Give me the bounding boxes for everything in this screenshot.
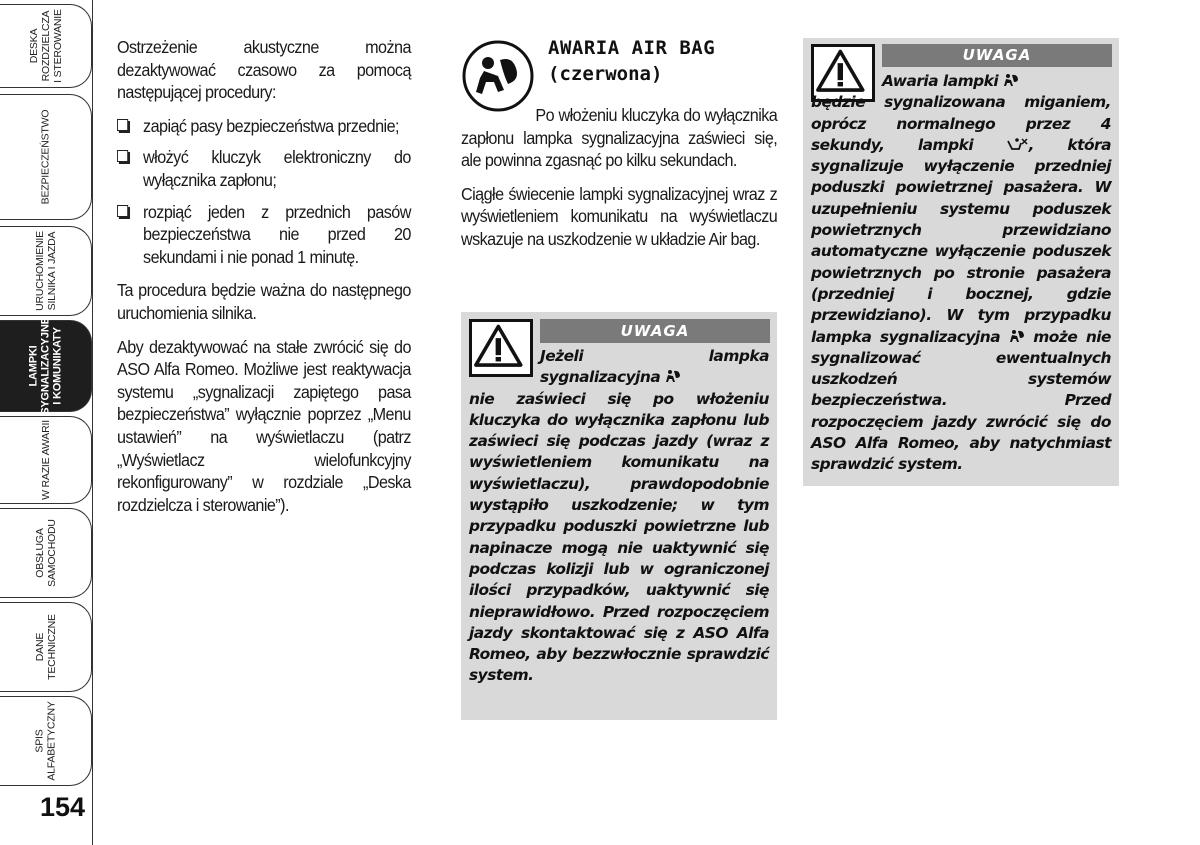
list-item-text: zapiąć pasy bezpieczeństwa przednie; (143, 115, 399, 136)
paragraph: Ciągłe świecenie lampki sygnalizacyjnej wraz z wyświetleniem komunikatu na wyświetlaczu wskazuje na uszkodzenie w układzie Air bag. (461, 183, 778, 249)
tab-label: LAMPKI SYGNALIZACYJNE I KOMUNIKATY (27, 317, 64, 415)
sidebar-divider (92, 0, 93, 845)
tab-bezpieczenstwo[interactable] (0, 94, 92, 220)
tab-label: W RAZIE AWARII (39, 420, 52, 500)
permanent-paragraph: Aby dezaktywować na stałe zwrócić się do ASO Alfa Romeo. Możliwe jest reaktywacja systemu „sygnalizacji zapiętego pasa bezpieczeństwa” wyłącznie poprzez „Menu ustawień” na wyświetlaczu (patrz „Wyświetlacz wielofunkcyjny rekonfigurowany” w rozdziale „Deska rozdzielcza i sterowanie”). (117, 336, 411, 515)
tab-spis-alfabetyczny[interactable] (0, 696, 92, 786)
tab-uruchomienie[interactable] (0, 226, 92, 316)
warning-heading: UWAGA (540, 319, 770, 343)
page-number: 154 (40, 792, 86, 822)
airbag-icon (1009, 329, 1025, 343)
warning-text (811, 71, 1111, 476)
list-item-text: włożyć kluczyk elektroniczny do wyłącznika zapłonu; (143, 147, 411, 190)
tab-dane-techniczne[interactable] (0, 602, 92, 692)
warning-sentence: Jeżeli lampka sygnalizacyjna (540, 347, 769, 387)
procedure-list (117, 115, 411, 269)
tab-w-razie-awarii[interactable] (0, 416, 92, 504)
column-middle (461, 104, 777, 262)
warning-text-lead (469, 346, 769, 389)
warning-sentence: będzie sygnalizowana miganiem, oprócz normalnego przez 4 sekundy, lampki (811, 93, 1111, 154)
warning-box-airbag (461, 312, 777, 720)
list-item (117, 201, 411, 269)
warning-sentence: Awaria lampki (882, 72, 999, 90)
list-item (117, 115, 411, 138)
warning-sentence: , która sygnalizuje wyłączenie przedniej poduszki powietrznej pasażera. W uzupełnieniu systemu poduszek powietrznych przewidziano automatyczne wyłączenie poduszek powietrznych po stronie pasażera (przedniej i bocznej, gdzie przewidziano). W tym przypadku lampka sygnalizacyjna (811, 135, 1111, 346)
tab-label: BEZPIECZEŃSTWO (39, 109, 52, 205)
tab-label: DANE TECHNICZNE (33, 614, 58, 680)
paragraph: Po włożeniu kluczyka do wyłącznika zapłonu lampka sygnalizacyjna zaświeci się, ale powinna zgasnąć po kilku sekundach. (461, 105, 778, 171)
warning-box-passenger-airbag (803, 38, 1119, 486)
checkbox-bullet-icon (117, 119, 128, 131)
list-item-text: rozpiąć jeden z przednich pasów bezpieczeństwa nie przed 20 sekundami i nie ponad 1 minutę. (143, 201, 411, 267)
passenger-airbag-off-icon (1007, 137, 1029, 151)
tab-obsluga-samochodu[interactable] (0, 508, 92, 598)
airbag-icon (665, 369, 681, 383)
column-left (117, 36, 411, 527)
warning-text-lead (811, 71, 1111, 92)
tab-label: OBSŁUGA SAMOCHODU (33, 519, 58, 587)
section-subtitle: (czerwona) (548, 63, 663, 85)
tab-lampki-sygnalizacyjne[interactable] (0, 317, 92, 415)
checkbox-bullet-icon (117, 150, 128, 162)
tab-deska-rozdzielcza[interactable] (0, 4, 92, 88)
note-paragraph: Ta procedura będzie ważna do następnego uruchomienia silnika. (117, 280, 411, 323)
tab-label: SPIS ALFABETYCZNY (33, 701, 58, 781)
airbag-icon (1003, 73, 1019, 87)
warning-sentence: nie zaświeci się po włożeniu kluczyka do wyłącznika zapłonu lub zaświeci się podczas jazdy (wraz z wyświetleniem komunikatu na wyświetlaczu), prawdopodobnie wystąpiło uszkodzenie; w tym przypadku poduszki powietrzne lub napinacze mogą nie uaktywnić się podczas kolizji lub w ograniczonej ilości przypadków, uaktywnić się nieprawidłowo. Przed rozpoczęciem jazdy skontaktować się z ASO Alfa Romeo, aby bezzwłocznie sprawdzić system. (469, 389, 769, 685)
tab-label: URUCHOMIENIE SILNIKA I JAZDA (33, 231, 58, 311)
list-item (117, 146, 411, 191)
warning-sentence: może nie sygnalizować ewentualnych uszkodzeń systemów bezpieczeństwa. Przed rozpoczęciem jazdy zwrócić się do ASO Alfa Romeo, aby natychmiast sprawdzić system. (811, 327, 1111, 474)
airbag-warning-icon (460, 38, 536, 114)
warning-text (469, 346, 769, 687)
checkbox-bullet-icon (117, 205, 128, 217)
warning-heading: UWAGA (882, 44, 1112, 67)
section-title: AWARIA AIR BAG (548, 37, 716, 59)
intro-paragraph: Ostrzeżenie akustyczne można dezaktywować czasowo za pomocą następującej procedury: (117, 37, 411, 103)
tab-label: DESKA ROZDZIELCZA I STEROWANIE (27, 9, 64, 83)
